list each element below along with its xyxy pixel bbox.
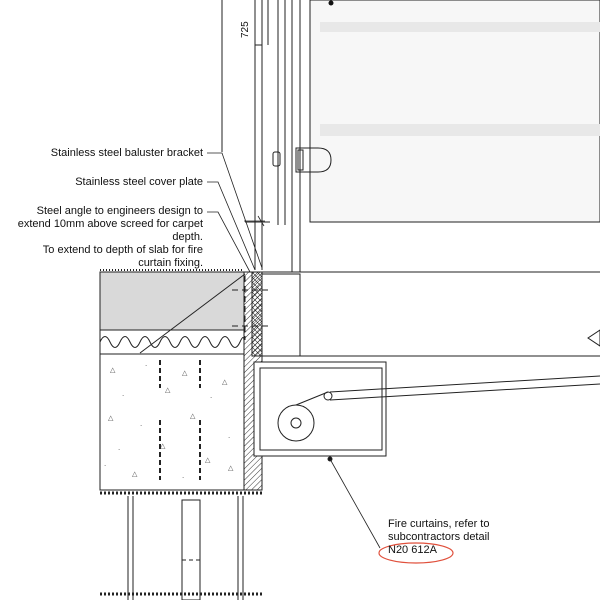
svg-text:·: · bbox=[140, 422, 143, 430]
steel-angle-line-3: depth. bbox=[172, 231, 203, 243]
label-baluster-bracket: Stainless steel baluster bracket bbox=[50, 147, 203, 159]
steel-angle-line-2: extend 10mm above screed for carpet bbox=[17, 218, 203, 230]
label-cover-plate: Stainless steel cover plate bbox=[75, 176, 203, 188]
svg-text:·: · bbox=[118, 446, 121, 454]
svg-text:△: △ bbox=[190, 412, 196, 420]
svg-text:·: · bbox=[145, 362, 148, 370]
concrete-slab bbox=[100, 354, 262, 493]
svg-text:△: △ bbox=[222, 378, 228, 386]
fire-curtain-box bbox=[254, 362, 600, 461]
svg-text:△: △ bbox=[108, 414, 114, 422]
svg-text:·: · bbox=[210, 394, 213, 402]
svg-text:·: · bbox=[122, 392, 125, 400]
steel-beam bbox=[100, 496, 262, 600]
dimension-label: 725 bbox=[240, 21, 251, 38]
fire-curtains-reference: N20 612A bbox=[388, 544, 437, 556]
svg-text:△: △ bbox=[110, 366, 116, 374]
svg-text:△: △ bbox=[165, 386, 171, 394]
steel-angle-line-5: curtain fixing. bbox=[138, 257, 203, 269]
screed-layer bbox=[100, 270, 268, 353]
insulation-layer bbox=[100, 330, 244, 354]
svg-text:·: · bbox=[104, 462, 107, 470]
steel-angle-line-1: Steel angle to engineers design to bbox=[36, 205, 203, 217]
svg-text:△: △ bbox=[205, 456, 211, 464]
svg-text:△: △ bbox=[160, 442, 166, 450]
fire-curtains-line-2: subcontractors detail bbox=[388, 531, 490, 543]
svg-text:△: △ bbox=[132, 470, 138, 478]
svg-text:△: △ bbox=[228, 464, 234, 472]
fire-curtains-line-1: Fire curtains, refer to bbox=[388, 518, 490, 530]
label-steel-angle bbox=[10, 205, 203, 270]
svg-text:·: · bbox=[228, 434, 231, 442]
slab-edge-plate bbox=[250, 272, 600, 356]
glass-panel bbox=[300, 0, 600, 272]
label-fire-curtains bbox=[388, 518, 490, 557]
steel-angle-line-4: To extend to depth of slab for fire bbox=[42, 244, 203, 256]
svg-text:△: △ bbox=[182, 369, 188, 377]
svg-text:·: · bbox=[182, 474, 185, 482]
